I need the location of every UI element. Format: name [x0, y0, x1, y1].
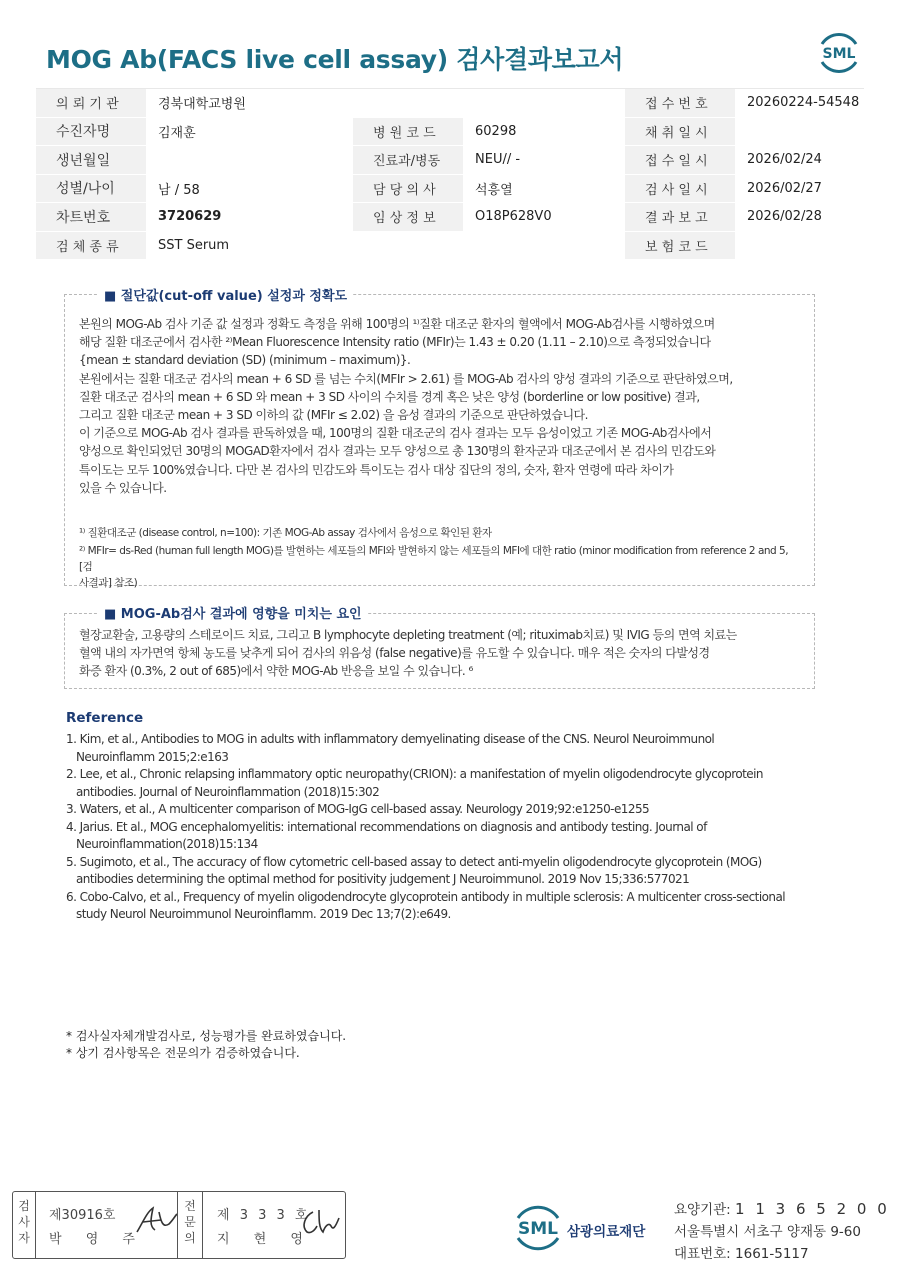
sml-footer-logo-icon [510, 1200, 566, 1256]
receipt-no-value: 20260224-54548 [735, 89, 864, 118]
footnote-2-cont: 사결과] 참조) [79, 577, 138, 589]
cutoff-line: 본원에서는 질환 대조군 검사의 mean + 6 SD 를 넘는 수치(MFIr > 2.61) 를 MOG-Ab 검사의 양성 결과의 기준으로 판단하였으며, [79, 371, 733, 386]
info-row-2 [36, 117, 864, 146]
patient-name-label: 수진자명 [36, 117, 146, 146]
test-date-label: 검 사 일 시 [625, 174, 735, 203]
factors-line: 혈액 내의 자가면역 항체 농도를 낮추게 되어 검사의 위음성 (false negative)를 유도할 수 있습니다. 매우 적은 숫자의 다발성경 [79, 646, 710, 661]
footnote-2: ²⁾ MFIr= ds-Red (human full length MOG)를 발현하는 세포들의 MFI와 발현하지 않는 세포들의 MFI에 대한 ratio (minor modification from reference 2 and 5, [검 [79, 545, 789, 573]
code-label: 요양기관: [674, 1202, 731, 1218]
cutoff-section [64, 294, 815, 589]
reference-list [66, 731, 786, 924]
reference-item: 6. Cobo-Calvo, et al., Frequency of myelin oligodendrocyte glycoprotein antibody in multiple sclerosis: A multicenter cross-sectional study Neurol Neuroimmunol Neuroinflamm. 2019 Dec 13;7(2):e649. [66, 889, 786, 921]
cutoff-line: 그리고 질환 대조군 mean + 3 SD 이하의 값 (MFIr ≤ 2.02) 을 음성 결과의 기준으로 판단하였습니다. [79, 408, 588, 423]
birth-value [146, 146, 353, 175]
cutoff-line: 양성으로 확인되었던 30명의 MOGAD환자에서 검사 결과는 모두 양성으로 총 130명의 환자군과 대조군에서 본 검사의 민감도와 [79, 444, 716, 459]
specialist-signature-icon [299, 1206, 341, 1238]
factors-line: 혈장교환술, 고용량의 스테로이드 치료, 그리고 B lymphocyte depleting treatment (예; rituximab치료) 및 IVIG 등의 면역 치료는 [79, 628, 737, 642]
cutoff-line: {mean ± standard deviation (SD) (minimum – maximum)}. [79, 353, 411, 368]
hospital-code-label: 병 원 코 드 [353, 117, 463, 146]
doctor-value: 석흥열 [463, 174, 625, 203]
doctor-label: 담 당 의 사 [353, 174, 463, 203]
code-value: 1 1 3 6 5 2 0 0 [735, 1200, 890, 1218]
address: 서울특별시 서초구 양재동 9-60 [674, 1224, 861, 1240]
sex-age-value: 남 / 58 [146, 174, 353, 203]
patient-name-value: 김재훈 [146, 117, 353, 146]
chart-no-label: 차트번호 [36, 203, 146, 232]
reference-title: Reference [66, 710, 144, 726]
cutoff-line: 있을 수 있습니다. [79, 480, 167, 495]
org-name: 삼광의료재단 [567, 1224, 646, 1240]
report-date-label: 결 과 보 고 [625, 203, 735, 232]
sml-logo-icon [816, 30, 862, 76]
tester-label-cell [13, 1192, 36, 1258]
cutoff-text [79, 315, 804, 497]
info-row-5 [36, 203, 864, 232]
test-date-value: 2026/02/27 [735, 174, 864, 203]
cutoff-line: 질환 대조군 검사의 mean + 6 SD 와 mean + 3 SD 사이의 수치를 경계 혹은 낮은 양성 (borderline or low positive) 결과, [79, 389, 700, 404]
receipt-no-label: 접 수 번 호 [625, 89, 735, 118]
clinical-info-label: 임 상 정 보 [353, 203, 463, 232]
birth-label: 생년월일 [36, 146, 146, 175]
dept-value: NEU// - [463, 146, 625, 175]
sml-logo-text: SML [822, 46, 856, 62]
specimen-value: SST Serum [146, 231, 625, 260]
reference-item: 3. Waters, et al., A multicenter comparison of MOG-IgG cell-based assay. Neurology 2019;92:e1250-e1255 [66, 802, 650, 816]
notes [66, 1028, 346, 1062]
sml-footer-logo-text: SML [518, 1219, 558, 1239]
factors-line: 화증 환자 (0.3%, 2 out of 685)에서 약한 MOG-Ab 반응을 보일 수 있습니다. ⁶ [79, 664, 473, 679]
factors-text [79, 626, 804, 681]
dept-label: 진료과/병동 [353, 146, 463, 175]
specialist-license: 제 3 3 3 호 [217, 1208, 311, 1223]
note-1: * 검사실자체개발검사로, 성능평가를 완료하였습니다. [66, 1029, 347, 1043]
sampling-date-label: 채 취 일 시 [625, 117, 735, 146]
reference-item: 5. Sugimoto, et al., The accuracy of flow cytometric cell-based assay to detect anti-myelin oligodendrocyte glycoprotein (MOG) antibodies determining the optimal method for positivity judgement J Neuroimmunol. 2019 Nov 15;336:577021 [66, 854, 762, 886]
hospital-value: 경북대학교병원 [146, 89, 625, 118]
hospital-label: 의 뢰 기 관 [36, 89, 146, 118]
info-row-3 [36, 146, 864, 175]
cutoff-footnotes [79, 525, 804, 591]
reference-item: 2. Lee, et al., Chronic relapsing inflammatory optic neuropathy(CRION): a manifestation of myelin oligodendrocyte glycoprotein antibodies. Journal of Neuroinflammation (2018)15:302 [66, 767, 763, 799]
patient-info-table [36, 88, 864, 260]
clinical-info-value: O18P628V0 [463, 203, 625, 232]
reference-item: 4. Jarius. Et al., MOG encephalomyelitis: international recommendations on diagnosis and antibody testing. Journal of Neuroinflammation(2018)15:134 [66, 819, 707, 851]
info-row-1 [36, 89, 864, 118]
receipt-date-value: 2026/02/24 [735, 146, 864, 175]
insurance-code-value [735, 231, 864, 260]
receipt-date-label: 접 수 일 시 [625, 146, 735, 175]
specialist-name: 지 현 영 [217, 1232, 313, 1247]
org-contact [674, 1198, 890, 1265]
phone-value: 1661-5117 [735, 1246, 809, 1262]
signature-box [12, 1191, 346, 1259]
cutoff-line: 본원의 MOG-Ab 검사 기준 값 설정과 정확도 측정을 위해 100명의 ¹⁾질환 대조군 환자의 혈액에서 MOG-Ab검사를 시행하였으며 [79, 317, 715, 331]
tester-signature-icon [133, 1204, 179, 1238]
factors-section [64, 613, 815, 689]
reference-item: 1. Kim, et al., Antibodies to MOG in adults with inflammatory demyelinating disease of the CNS. Neurol Neuroimmunol Neuroinflamm 2015;2:e163 [66, 732, 715, 764]
footnote-1: ¹⁾ 질환대조군 (disease control, n=100): 기존 MOG-Ab assay 검사에서 음성으로 확인된 환자 [79, 527, 492, 539]
info-row-4 [36, 174, 864, 203]
cutoff-line: 특이도는 모두 100%였습니다. 다만 본 검사의 민감도와 특이도는 검사 대상 집단의 정의, 숫자, 환자 연령에 따라 차이가 [79, 462, 674, 477]
sex-age-label: 성별/나이 [36, 174, 146, 203]
report-title: MOG Ab(FACS live cell assay) 검사결과보고서 [46, 45, 624, 74]
tester-name: 박 영 주 [49, 1232, 145, 1247]
specialist-label-cell [177, 1192, 203, 1258]
chart-no-value: 3720629 [146, 203, 353, 232]
sampling-date-value [735, 117, 864, 146]
cutoff-heading: ■ 절단값(cut-off value) 설정과 정확도 [98, 285, 353, 304]
insurance-code-label: 보 험 코 드 [625, 231, 735, 260]
specimen-label: 검 체 종 류 [36, 231, 146, 260]
specialist-label: 전 문 의 [184, 1199, 196, 1245]
cutoff-line: 이 기준으로 MOG-Ab 검사 결과를 판독하였을 때, 100명의 질환 대조군의 검사 결과는 모두 음성이었고 기존 MOG-Ab검사에서 [79, 426, 712, 441]
cutoff-line: 해당 질환 대조군에서 검사한 ²⁾Mean Fluorescence Intensity ratio (MFIr)는 1.43 ± 0.20 (1.11 – 2.10)으로 측정되었습니다 [79, 335, 711, 350]
info-row-6 [36, 231, 864, 260]
note-2: * 상기 검사항목은 전문의가 검증하였습니다. [66, 1046, 300, 1060]
phone-label: 대표번호: [674, 1246, 731, 1262]
report-date-value: 2026/02/28 [735, 203, 864, 232]
factors-heading: ■ MOG-Ab검사 결과에 영향을 미치는 요인 [98, 603, 368, 622]
hospital-code-value: 60298 [463, 117, 625, 146]
tester-label: 검 사 자 [18, 1199, 30, 1245]
tester-license: 제30916호 [49, 1208, 116, 1223]
